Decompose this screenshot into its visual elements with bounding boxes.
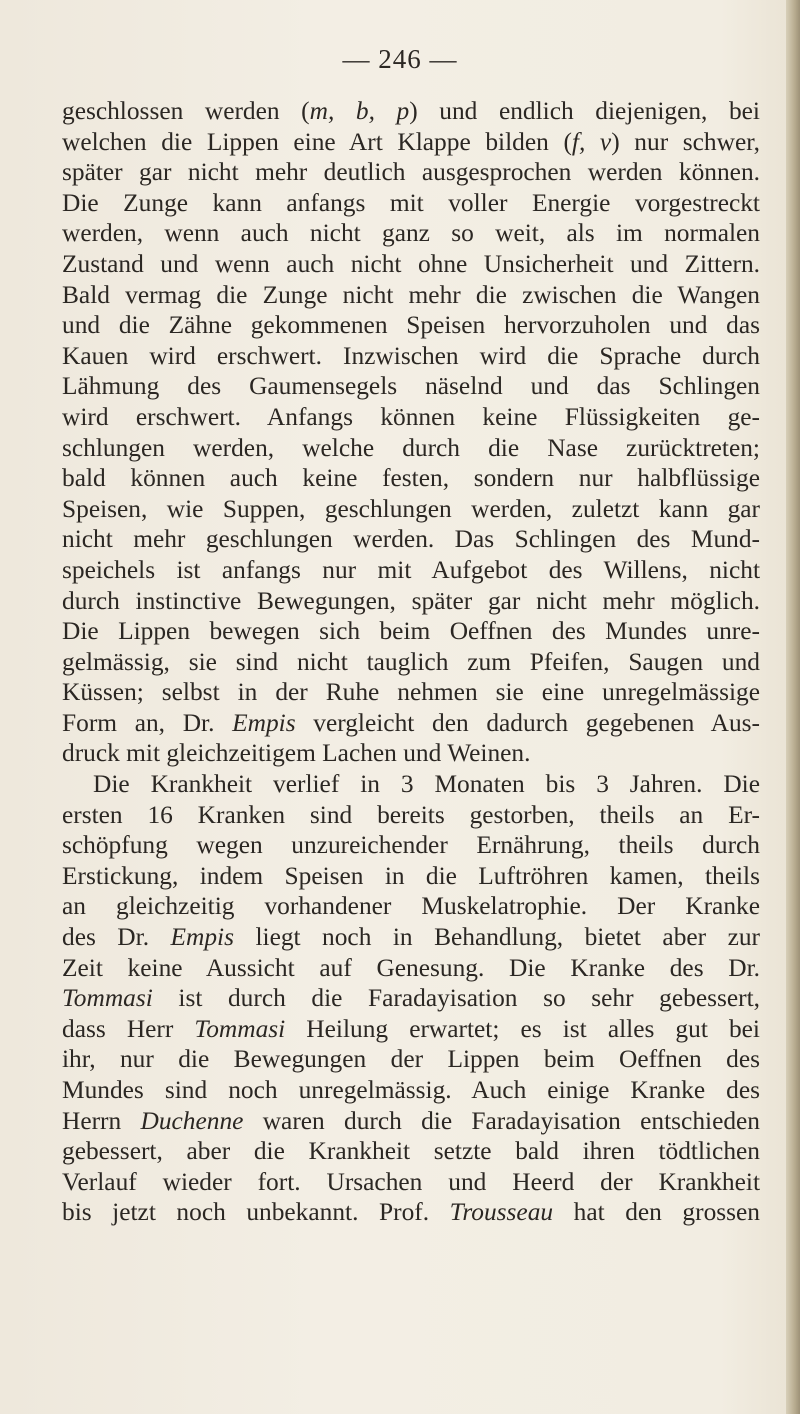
text-segment: Herrn xyxy=(62,1106,141,1135)
text-segment: Verlauf wieder fort. Ursachen und Heerd der Krankheit xyxy=(62,1167,760,1196)
text-line xyxy=(62,830,760,861)
text-segment: vergleicht den dadurch gegebenen Aus- xyxy=(295,708,760,737)
text-line xyxy=(62,96,760,127)
text-segment: Kauen wird erschwert. Inzwischen wird die Sprache durch xyxy=(62,341,760,370)
text-line xyxy=(62,800,760,831)
text-line xyxy=(62,341,760,372)
italic-name: Empis xyxy=(232,708,296,737)
italic-name: f, v xyxy=(571,127,612,156)
text-segment: speichels ist anfangs nur mit Aufgebot des Willens, nicht xyxy=(62,555,760,584)
text-line xyxy=(62,983,760,1014)
text-segment: Lähmung des Gaumensegels näselnd und das Schlingen xyxy=(62,372,760,401)
text-segment: Mundes sind noch unregelmässig. Auch einige Kranke des xyxy=(62,1076,760,1104)
text-segment: hat den grossen xyxy=(553,1198,761,1227)
text-segment: ersten 16 Kranken sind bereits gestorben, theils an Er- xyxy=(62,800,760,829)
text-segment: an gleichzeitig vorhandener Muskelatrophie. Der Kranke xyxy=(62,892,760,921)
text-segment: Die Zunge kann anfangs mit voller Energie vorgestreckt xyxy=(62,188,760,217)
text-segment: nicht mehr geschlungen werden. Das Schlingen des Mund- xyxy=(62,525,760,554)
text-segment: ) nur schwer, xyxy=(611,127,761,156)
text-segment: Zustand und wenn auch nicht ohne Unsicherheit und Zittern. xyxy=(62,249,760,278)
text-line xyxy=(62,1106,760,1137)
text-segment: dass Herr xyxy=(62,1014,195,1043)
text-segment: Form an, Dr. xyxy=(62,708,233,737)
book-spine-shadow xyxy=(786,0,800,1414)
text-line xyxy=(62,127,760,158)
italic-name: m, b, p xyxy=(309,97,410,125)
italic-name: Empis xyxy=(170,923,234,952)
italic-name: Trousseau xyxy=(449,1198,554,1227)
text-line xyxy=(62,249,760,280)
text-line xyxy=(62,769,760,800)
text-segment: ihr, nur die Bewegungen der Lippen beim Oeffnen des xyxy=(62,1045,760,1074)
text-segment: ) und endlich diejenigen, bei xyxy=(409,97,760,125)
text-line xyxy=(62,188,760,219)
text-line xyxy=(62,677,760,708)
text-segment: Die Krankheit verlief in 3 Monaten bis 3 Jahren. Die xyxy=(93,770,760,799)
body-text xyxy=(62,96,760,1228)
text-segment: Küssen; selbst in der Ruhe nehmen sie eine unregelmässige xyxy=(62,678,760,707)
text-segment: waren durch die Faradayisation entschieden xyxy=(243,1106,760,1135)
text-line xyxy=(62,463,760,494)
text-line xyxy=(62,494,760,525)
text-segment: wird erschwert. Anfangs können keine Flüssigkeiten ge- xyxy=(62,402,760,431)
text-segment: Speisen, wie Suppen, geschlungen werden, zuletzt kann gar xyxy=(62,494,760,523)
text-line xyxy=(62,647,760,678)
text-line xyxy=(62,1136,760,1167)
text-segment: Bald vermag die Zunge nicht mehr die zwischen die Wangen xyxy=(62,280,760,309)
text-segment: gebessert, aber die Krankheit setzte bald ihren tödtlichen xyxy=(62,1137,760,1166)
text-line xyxy=(62,371,760,402)
text-line xyxy=(62,1014,760,1045)
text-segment: welchen die Lippen eine Art Klappe bilden ( xyxy=(62,127,572,156)
text-line xyxy=(62,1044,760,1075)
text-segment: druck mit gleichzeitigem Lachen und Weinen. xyxy=(62,739,531,768)
text-segment: Erstickung, indem Speisen in die Luftröhren kamen, theils xyxy=(62,861,760,890)
text-segment: geschlossen werden ( xyxy=(62,97,310,125)
italic-name: Duchenne xyxy=(140,1106,244,1135)
text-line xyxy=(62,555,760,586)
text-segment: gelmässig, sie sind nicht tauglich zum Pfeifen, Saugen und xyxy=(62,647,760,676)
text-line xyxy=(62,586,760,617)
text-segment: Die Lippen bewegen sich beim Oeffnen des Mundes unre- xyxy=(62,617,760,646)
text-segment: später gar nicht mehr deutlich ausgesprochen werden können. xyxy=(62,158,760,187)
italic-name: Tommasi xyxy=(62,984,153,1013)
text-line xyxy=(62,402,760,433)
text-line xyxy=(62,218,760,249)
text-line xyxy=(62,616,760,647)
text-segment: bald können auch keine festen, sondern nur halbflüssige xyxy=(62,464,760,493)
text-line xyxy=(62,157,760,188)
text-line xyxy=(62,310,760,341)
text-segment: Zeit keine Aussicht auf Genesung. Die Kranke des Dr. xyxy=(62,953,760,982)
text-line xyxy=(62,738,760,769)
text-line xyxy=(62,280,760,311)
text-line xyxy=(62,708,760,739)
text-line xyxy=(62,922,760,953)
text-segment: werden, wenn auch nicht ganz so weit, als im normalen xyxy=(62,219,760,248)
text-line xyxy=(62,1167,760,1198)
text-segment: und die Zähne gekommenen Speisen hervorzuholen und das xyxy=(62,311,760,340)
text-segment: bis jetzt noch unbekannt. Prof. xyxy=(62,1198,450,1227)
text-line xyxy=(62,433,760,464)
text-line xyxy=(62,891,760,922)
text-line xyxy=(62,524,760,555)
text-segment: ist durch die Faradayisation so sehr gebessert, xyxy=(152,984,760,1013)
page-number: — 246 — xyxy=(342,44,458,74)
text-segment: liegt noch in Behandlung, bietet aber zur xyxy=(234,923,761,952)
text-line xyxy=(62,1197,760,1228)
italic-name: Tommasi xyxy=(194,1014,286,1043)
text-segment: durch instinctive Bewegungen, später gar nicht mehr möglich. xyxy=(62,586,760,615)
text-segment: schlungen werden, welche durch die Nase zurücktreten; xyxy=(62,433,760,462)
text-line xyxy=(62,953,760,984)
text-segment: des Dr. xyxy=(62,923,171,952)
text-line xyxy=(62,861,760,892)
text-segment: schöpfung wegen unzureichender Ernährung, theils durch xyxy=(62,831,760,860)
text-line xyxy=(62,1075,760,1106)
text-segment: Heilung erwartet; es ist alles gut bei xyxy=(285,1014,760,1043)
